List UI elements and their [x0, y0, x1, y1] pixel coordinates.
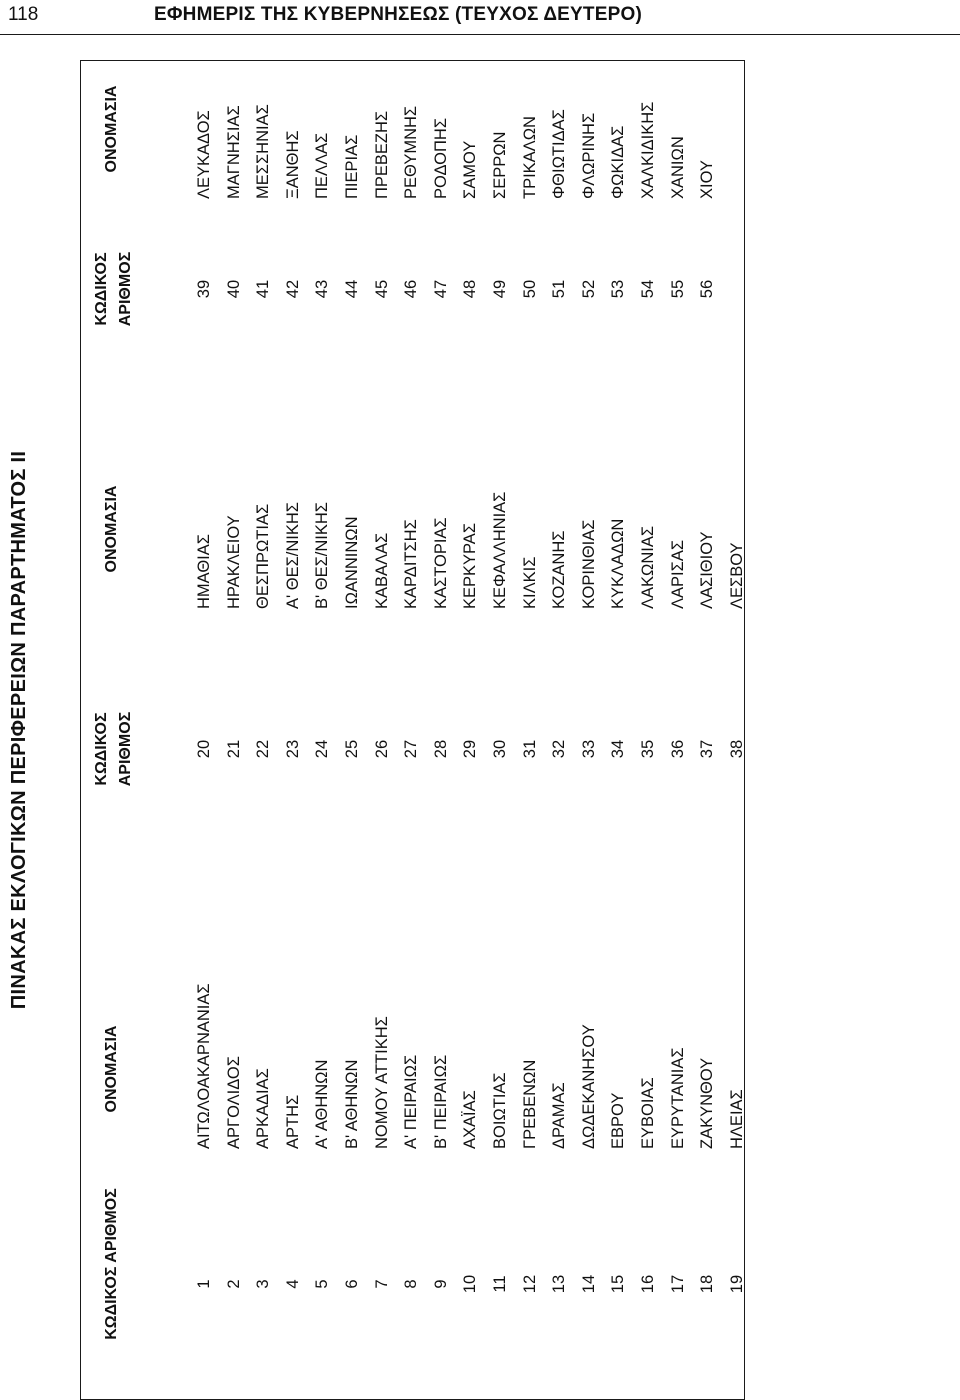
districts-table [80, 60, 745, 1400]
table-cell-name: ΕΒΡΟΥ [609, 1092, 628, 1149]
table-cell-name: ΚΑΡΔΙΤΣΗΣ [402, 519, 421, 609]
table-cell-name: ΠΙΕΡΙΑΣ [343, 134, 361, 199]
table-cell-name: ΑΙΤΩΛΟΑΚΑΡΝΑΝΙΑΣ [195, 983, 213, 1149]
table-cell-code: 17 [668, 1274, 687, 1294]
table-cell-code: 5 [313, 1279, 332, 1289]
table-cell-name: ΛΑΣΙΘΙΟΥ [698, 531, 717, 609]
table-cell-code: 51 [550, 279, 569, 299]
group3-code-header-line1: ΚΩΔΙΚΟΣ [93, 252, 110, 326]
table-cell-code: 50 [520, 279, 539, 299]
table-cell-code: 34 [609, 739, 628, 759]
table-cell-code: 18 [698, 1274, 717, 1294]
table-cell-name: Β' ΑΘΗΝΩΝ [343, 1059, 361, 1149]
table-cell-name: ΗΡΑΚΛΕΙΟΥ [224, 515, 243, 609]
table-cell-code: 32 [550, 739, 569, 759]
table-cell-code: 1 [195, 1279, 213, 1289]
table-cell-code: 48 [461, 279, 480, 299]
table-cell-code: 19 [727, 1274, 746, 1294]
table-cell-name: ΦΩΚΙΔΑΣ [609, 125, 628, 199]
table-cell-name: ΗΜΑΘΙΑΣ [195, 534, 213, 609]
table-cell-name: ΚΥΚΛΑΔΩΝ [609, 518, 628, 609]
table-cell-code: 38 [727, 739, 746, 759]
table-cell-code: 37 [698, 739, 717, 759]
table-cell-name: ΛΑΡΙΣΑΣ [668, 539, 687, 609]
rotated-table-region [8, 60, 746, 1400]
table-cell-code: 41 [254, 279, 273, 299]
table-cell-name: ΔΡΑΜΑΣ [550, 1082, 569, 1149]
table-cell-code: 26 [372, 739, 391, 759]
table-cell-name: ΘΕΣΠΡΩΤΙΑΣ [254, 503, 273, 609]
table-cell-code: 9 [431, 1279, 450, 1289]
page-header [0, 0, 960, 35]
table-cell-code: 31 [520, 739, 539, 759]
table-cell-code: 10 [461, 1274, 480, 1294]
table-cell-name: ΔΩΔΕΚΑΝΗΣΟΥ [579, 1024, 598, 1149]
table-cell-code: 40 [224, 279, 243, 299]
table-cell-name: ΚΑΣΤΟΡΙΑΣ [431, 517, 450, 609]
gazette-title: ΕΦΗΜΕΡΙΣ ΤΗΣ ΚΥΒΕΡΝΗΣΕΩΣ (ΤΕΥΧΟΣ ΔΕΥΤΕΡΟ) [154, 4, 642, 25]
table-cell-code: 47 [431, 279, 450, 299]
group3-name-header: ΟΝΟΜΑΣΙΑ [103, 85, 120, 173]
table-cell-name: ΑΧΑΪΑΣ [461, 1090, 480, 1149]
table-cell-code: 16 [639, 1274, 657, 1294]
table-cell-name: Α' ΑΘΗΝΩΝ [313, 1059, 332, 1149]
table-cell-code: 33 [579, 739, 598, 759]
table-cell-code: 43 [313, 279, 332, 299]
table-cell-code: 25 [343, 739, 361, 759]
table-cell-code: 24 [313, 739, 332, 759]
table-cell-name: ΛΑΚΩΝΙΑΣ [639, 525, 657, 609]
table-cell-name: ΙΩΑΝΝΙΝΩΝ [343, 516, 361, 609]
table-cell-name: ΕΥΒΟΙΑΣ [639, 1077, 657, 1149]
table-cell-code: 23 [283, 739, 302, 759]
table-cell-name: ΦΛΩΡΙΝΗΣ [579, 112, 598, 199]
table-cell-code: 21 [224, 739, 243, 759]
table-cell-name: ΚΟΡΙΝΘΙΑΣ [579, 519, 598, 609]
table-cell-code: 29 [461, 739, 480, 759]
table-cell-name: ΜΕΣΣΗΝΙΑΣ [254, 104, 273, 199]
table-cell-name: ΦΘΙΩΤΙΔΑΣ [550, 109, 569, 199]
table-cell-name: Α' ΘΕΣ/ΝΙΚΗΣ [283, 502, 302, 609]
table-cell-name: ΝΟΜΟΥ ΑΤΤΙΚΗΣ [372, 1016, 391, 1149]
table-cell-code: 8 [402, 1279, 421, 1289]
table-cell-name: ΡΕΘΥΜΝΗΣ [402, 105, 421, 199]
table-cell-name: ΧΙΟΥ [698, 160, 717, 199]
table-cell-name: ΚΕΡΚΥΡΑΣ [461, 522, 480, 609]
table-cell-code: 42 [283, 279, 302, 299]
table-cell-code: 27 [402, 739, 421, 759]
table-cell-name: ΡΟΔΟΠΗΣ [431, 117, 450, 199]
table-cell-name: ΞΑΝΘΗΣ [283, 130, 302, 199]
table-cell-name: ΠΡΕΒΕΖΗΣ [372, 110, 391, 199]
table-cell-code: 11 [491, 1275, 509, 1293]
table-cell-name: ΧΑΝΙΩΝ [668, 136, 687, 199]
table-cell-code: 15 [609, 1274, 628, 1294]
table-cell-name: ΒΟΙΩΤΙΑΣ [491, 1072, 509, 1149]
table-title: ΠΙΝΑΚΑΣ ΕΚΛΟΓΙΚΩΝ ΠΕΡΙΦΕΡΕΙΩΝ ΠΑΡΑΡΤΗΜΑΤΟΣ ΙΙ [8, 450, 30, 1010]
table-cell-name: ΓΡΕΒΕΝΩΝ [520, 1059, 539, 1149]
group2-code-header-line1: ΚΩΔΙΚΟΣ [93, 712, 110, 786]
table-cell-name: ΑΡΓΟΛΙΔΟΣ [224, 1056, 243, 1149]
table-cell-code: 55 [668, 279, 687, 299]
group1-name-header: ΟΝΟΜΑΣΙΑ [103, 1025, 120, 1113]
table-cell-code: 45 [372, 279, 391, 299]
group1-code-header: ΚΩΔΙΚΟΣ ΑΡΙΘΜΟΣ [103, 1188, 120, 1340]
page-number: 118 [8, 4, 39, 25]
table-cell-name: ΧΑΛΚΙΔΙΚΗΣ [639, 101, 657, 199]
table-cell-code: 7 [372, 1279, 391, 1289]
table-cell-code: 53 [609, 279, 628, 299]
table-cell-code: 52 [579, 279, 598, 299]
table-cell-name: Β' ΘΕΣ/ΝΙΚΗΣ [313, 502, 332, 609]
table-cell-code: 54 [639, 279, 657, 299]
table-cell-name: ΖΑΚΥΝΘΟΥ [698, 1057, 717, 1149]
table-cell-name: ΜΑΓΝΗΣΙΑΣ [224, 105, 243, 199]
table-cell-name: ΛΕΣΒΟΥ [727, 542, 746, 609]
table-cell-code: 39 [195, 279, 213, 299]
table-cell-code: 4 [283, 1279, 302, 1289]
table-cell-name: ΑΡΚΑΔΙΑΣ [254, 1068, 273, 1149]
table-cell-name: ΤΡΙΚΑΛΩΝ [520, 116, 539, 199]
table-cell-code: 3 [254, 1279, 273, 1289]
table-cell-code: 46 [402, 279, 421, 299]
table-cell-name: Β' ΠΕΙΡΑΙΩΣ [431, 1054, 450, 1149]
table-cell-name: ΚΑΒΑΛΑΣ [372, 532, 391, 609]
table-cell-name: Α' ΠΕΙΡΑΙΩΣ [402, 1054, 421, 1149]
table-cell-code: 2 [224, 1279, 243, 1289]
table-cell-code: 6 [343, 1279, 361, 1289]
table-cell-name: ΚΟΖΑΝΗΣ [550, 530, 569, 609]
group2-name-header: ΟΝΟΜΑΣΙΑ [103, 485, 120, 573]
table-cell-name: ΕΥΡΥΤΑΝΙΑΣ [668, 1047, 687, 1149]
table-cell-code: 28 [431, 739, 450, 759]
table-cell-code: 22 [254, 739, 273, 759]
table-cell-code: 12 [520, 1274, 539, 1294]
table-cell-name: ΚΕΦΑΛΛΗΝΙΑΣ [491, 491, 509, 609]
group2-code-header-line2: ΑΡΙΘΜΟΣ [117, 711, 134, 787]
table-cell-code: 44 [343, 279, 361, 299]
table-cell-code: 35 [639, 739, 657, 759]
table-cell-code: 14 [579, 1274, 598, 1294]
table-cell-name: ΣΑΜΟΥ [461, 140, 480, 199]
table-cell-code: 13 [550, 1274, 569, 1294]
group3-code-header-line2: ΑΡΙΘΜΟΣ [117, 251, 134, 327]
table-cell-code: 20 [195, 739, 213, 759]
table-cell-name: ΗΛΕΙΑΣ [727, 1089, 746, 1149]
table-cell-name: ΛΕΥΚΑΔΟΣ [195, 110, 213, 199]
table-cell-name: ΣΕΡΡΩΝ [491, 131, 509, 199]
table-cell-name: ΑΡΤΗΣ [283, 1094, 302, 1149]
table-cell-code: 30 [491, 739, 509, 759]
table-cell-name: ΠΕΛΛΑΣ [313, 132, 332, 199]
table-cell-code: 36 [668, 739, 687, 759]
table-cell-name: ΚΙΛΚΙΣ [520, 556, 539, 609]
table-cell-code: 56 [698, 279, 717, 299]
table-cell-code: 49 [491, 279, 509, 299]
